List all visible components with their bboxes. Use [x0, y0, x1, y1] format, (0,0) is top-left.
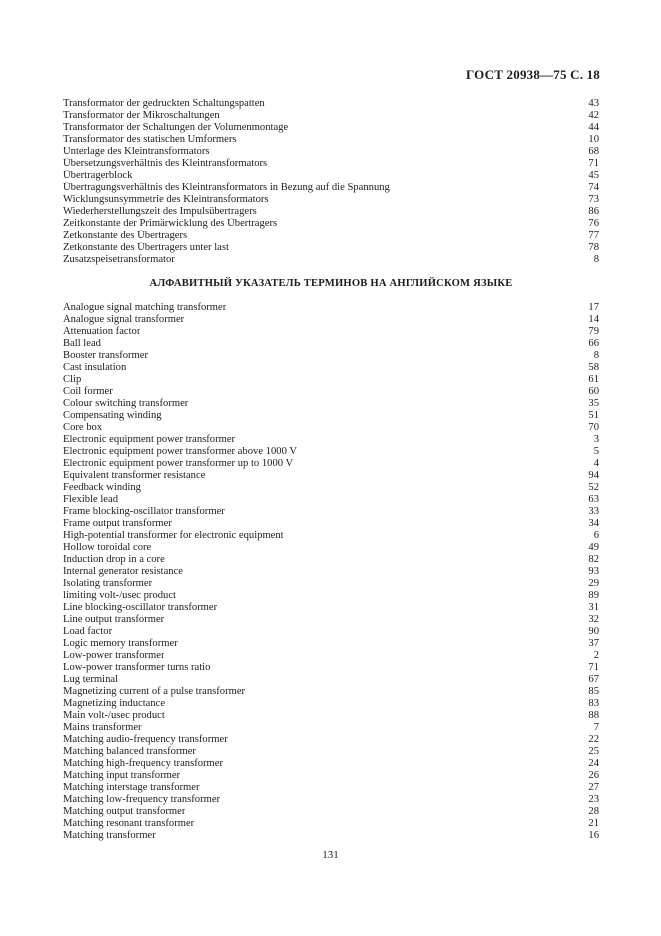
index-entry [63, 326, 599, 338]
index-entry [63, 578, 599, 590]
index-entry [63, 674, 599, 686]
index-entry [63, 554, 599, 566]
index-term: High-potential transformer for electronic equipment [63, 530, 284, 541]
index-entry [63, 722, 599, 734]
index-page-number: 88 [588, 710, 599, 721]
index-entry [63, 482, 599, 494]
index-entry [63, 794, 599, 806]
index-page-number: 43 [588, 98, 599, 109]
index-page-number: 31 [588, 602, 599, 613]
index-term: Matching balanced transformer [63, 746, 196, 757]
index-term: Flexible lead [63, 494, 119, 505]
index-entry [63, 830, 599, 842]
index-entry [63, 818, 599, 830]
english-index-title: АЛФАВИТНЫЙ УКАЗАТЕЛЬ ТЕРМИНОВ НА АНГЛИЙСКОМ ЯЗЫКЕ [149, 278, 513, 289]
index-term: Magnetizing current of a pulse transformer [63, 686, 246, 697]
index-page-number: 49 [588, 542, 599, 553]
index-entry [63, 362, 599, 374]
index-entry [63, 134, 599, 146]
index-term: Line output transformer [63, 614, 165, 625]
index-page-number: 7 [593, 722, 599, 733]
index-entry [63, 422, 599, 434]
index-page-number: 71 [588, 662, 599, 673]
index-term: Matching interstage transformer [63, 782, 200, 793]
index-page-number: 93 [588, 566, 599, 577]
index-page-number: 34 [588, 518, 599, 529]
index-entry [63, 614, 599, 626]
index-page-number: 27 [588, 782, 599, 793]
index-entry [63, 566, 599, 578]
index-page-number: 82 [588, 554, 599, 565]
index-term: Matching input transformer [63, 770, 181, 781]
index-term: Frame blocking-oscillator transformer [63, 506, 225, 517]
index-page-number: 94 [588, 470, 599, 481]
index-page-number: 74 [588, 182, 599, 193]
index-term: Zetkonstante des Übertragers unter last [63, 242, 229, 253]
index-term: limiting volt-/usec product [63, 590, 176, 601]
index-term: Cast insulation [63, 362, 127, 373]
index-term: Induction drop in a core [63, 554, 165, 565]
index-page-number: 6 [593, 530, 599, 541]
index-term: Übertragerblock [63, 170, 133, 181]
index-page-number: 10 [588, 134, 599, 145]
index-term: Internal generator resistance [63, 566, 183, 577]
index-term: Low-power transformer turns ratio [63, 662, 211, 673]
index-term: Matching output transformer [63, 806, 186, 817]
index-term: Coil former [63, 386, 113, 397]
index-entry [63, 734, 599, 746]
index-entry [63, 386, 599, 398]
index-term: Übertragungsverhältnis des Kleintransformators in Bezung auf die Spannung [63, 182, 390, 193]
index-term: Analogue signal matching transformer [63, 302, 227, 313]
index-page-number: 22 [588, 734, 599, 745]
index-entry [63, 770, 599, 782]
index-entry [63, 398, 599, 410]
index-page-number: 29 [588, 578, 599, 589]
index-page-number: 26 [588, 770, 599, 781]
index-page-number: 35 [588, 398, 599, 409]
index-entry [63, 686, 599, 698]
index-term: Low-power transformer [63, 650, 165, 661]
index-page-number: 45 [588, 170, 599, 181]
english-index-list [63, 302, 599, 842]
index-term: Electronic equipment power transformer up to 1000 V [63, 458, 294, 469]
index-term: Matching low-frequency transformer [63, 794, 221, 805]
index-term: Übersetzungsverhältnis des Kleintransformators [63, 158, 268, 169]
index-page-number: 73 [588, 194, 599, 205]
index-term: Transformator des statischen Umformers [63, 134, 237, 145]
index-term: Attenuation factor [63, 326, 141, 337]
index-entry [63, 254, 599, 266]
index-term: Electronic equipment power transformer above 1000 V [63, 446, 297, 457]
index-page-number: 14 [588, 314, 599, 325]
index-term: Zeitkonstante der Primärwicklung des Übertragers [63, 218, 278, 229]
index-entry [63, 446, 599, 458]
index-page-number: 67 [588, 674, 599, 685]
index-page-number: 4 [593, 458, 599, 469]
index-term: Analogue signal transformer [63, 314, 185, 325]
index-term: Transformator der Mikroschaltungen [63, 110, 220, 121]
index-page-number: 8 [593, 350, 599, 361]
index-term: Mains transformer [63, 722, 142, 733]
index-term: Frame output transformer [63, 518, 172, 529]
index-page-number: 5 [593, 446, 599, 457]
index-entry [63, 98, 599, 110]
index-entry [63, 146, 599, 158]
index-term: Logic memory transformer [63, 638, 178, 649]
index-page-number: 2 [593, 650, 599, 661]
index-entry [63, 650, 599, 662]
index-page-number: 83 [588, 698, 599, 709]
index-page-number: 8 [593, 254, 599, 265]
index-term: Transformator der Schaltungen der Volumenmontage [63, 122, 289, 133]
index-term: Hollow toroidal core [63, 542, 152, 553]
index-entry [63, 506, 599, 518]
index-term: Zusatzspeisetransformator [63, 254, 175, 265]
index-page-number: 32 [588, 614, 599, 625]
index-term: Core box [63, 422, 103, 433]
index-term: Booster transformer [63, 350, 149, 361]
page-number: 131 [322, 849, 339, 861]
index-page-number: 25 [588, 746, 599, 757]
index-page-number: 24 [588, 758, 599, 769]
document-header: ГОСТ 20938—75 С. 18 [466, 67, 600, 82]
index-entry [63, 662, 599, 674]
index-entry [63, 218, 599, 230]
index-entry [63, 110, 599, 122]
index-entry [63, 698, 599, 710]
index-entry [63, 314, 599, 326]
index-entry [63, 590, 599, 602]
index-page-number: 60 [588, 386, 599, 397]
index-page-number: 86 [588, 206, 599, 217]
index-page-number: 28 [588, 806, 599, 817]
index-term: Unterlage des Kleintransformators [63, 146, 210, 157]
index-entry [63, 410, 599, 422]
index-entry [63, 302, 599, 314]
index-term: Matching audio-frequency transformer [63, 734, 228, 745]
index-term: Colour switching transformer [63, 398, 189, 409]
index-entry [63, 434, 599, 446]
index-entry [63, 494, 599, 506]
index-page-number: 68 [588, 146, 599, 157]
index-term: Main volt-/usec product [63, 710, 165, 721]
index-entry [63, 470, 599, 482]
index-page-number: 37 [588, 638, 599, 649]
index-page-number: 23 [588, 794, 599, 805]
index-page-number: 66 [588, 338, 599, 349]
index-term: Wiederherstellungszeit des Impulsübertragers [63, 206, 257, 217]
index-entry [63, 230, 599, 242]
index-term: Matching resonant transformer [63, 818, 195, 829]
index-page-number: 44 [588, 122, 599, 133]
index-term: Transformator der gedruckten Schaltungspatten [63, 98, 265, 109]
index-page-number: 85 [588, 686, 599, 697]
index-page-number: 42 [588, 110, 599, 121]
index-entry [63, 194, 599, 206]
index-page-number: 63 [588, 494, 599, 505]
index-term: Isolating transformer [63, 578, 153, 589]
index-entry [63, 242, 599, 254]
index-page-number: 77 [588, 230, 599, 241]
index-entry [63, 602, 599, 614]
index-term: Line blocking-oscillator transformer [63, 602, 218, 613]
index-entry [63, 338, 599, 350]
index-term: Zetkonstante des Übertragers [63, 230, 188, 241]
index-page-number: 79 [588, 326, 599, 337]
index-term: Feedback winding [63, 482, 141, 493]
index-entry [63, 638, 599, 650]
index-term: Compensating winding [63, 410, 162, 421]
german-index-list [63, 98, 599, 266]
index-entry [63, 626, 599, 638]
index-term: Electronic equipment power transformer [63, 434, 236, 445]
index-page-number: 17 [588, 302, 599, 313]
index-page-number: 89 [588, 590, 599, 601]
index-term: Ball lead [63, 338, 101, 349]
index-entry [63, 374, 599, 386]
index-page-number: 76 [588, 218, 599, 229]
index-entry [63, 518, 599, 530]
index-page-number: 51 [588, 410, 599, 421]
index-page-number: 61 [588, 374, 599, 385]
index-page-number: 33 [588, 506, 599, 517]
index-term: Matching high-frequency transformer [63, 758, 224, 769]
index-page-number: 16 [588, 830, 599, 841]
index-entry [63, 170, 599, 182]
index-page-number: 52 [588, 482, 599, 493]
index-term: Magnetizing inductance [63, 698, 166, 709]
index-entry [63, 458, 599, 470]
index-entry [63, 158, 599, 170]
index-term: Wicklungsunsymmetrie des Kleintransformators [63, 194, 269, 205]
index-page-number: 71 [588, 158, 599, 169]
index-entry [63, 542, 599, 554]
index-term: Lug terminal [63, 674, 119, 685]
index-page-number: 58 [588, 362, 599, 373]
index-page-number: 3 [593, 434, 599, 445]
index-page-number: 70 [588, 422, 599, 433]
index-entry [63, 122, 599, 134]
index-term: Load factor [63, 626, 113, 637]
index-term: Equivalent transformer resistance [63, 470, 206, 481]
index-entry [63, 746, 599, 758]
index-entry [63, 182, 599, 194]
index-entry [63, 710, 599, 722]
index-term: Clip [63, 374, 82, 385]
index-entry [63, 530, 599, 542]
index-entry [63, 206, 599, 218]
index-page-number: 21 [588, 818, 599, 829]
index-page-number: 90 [588, 626, 599, 637]
index-entry [63, 782, 599, 794]
index-term: Matching transformer [63, 830, 156, 841]
index-entry [63, 758, 599, 770]
index-entry [63, 350, 599, 362]
index-entry [63, 806, 599, 818]
index-page-number: 78 [588, 242, 599, 253]
